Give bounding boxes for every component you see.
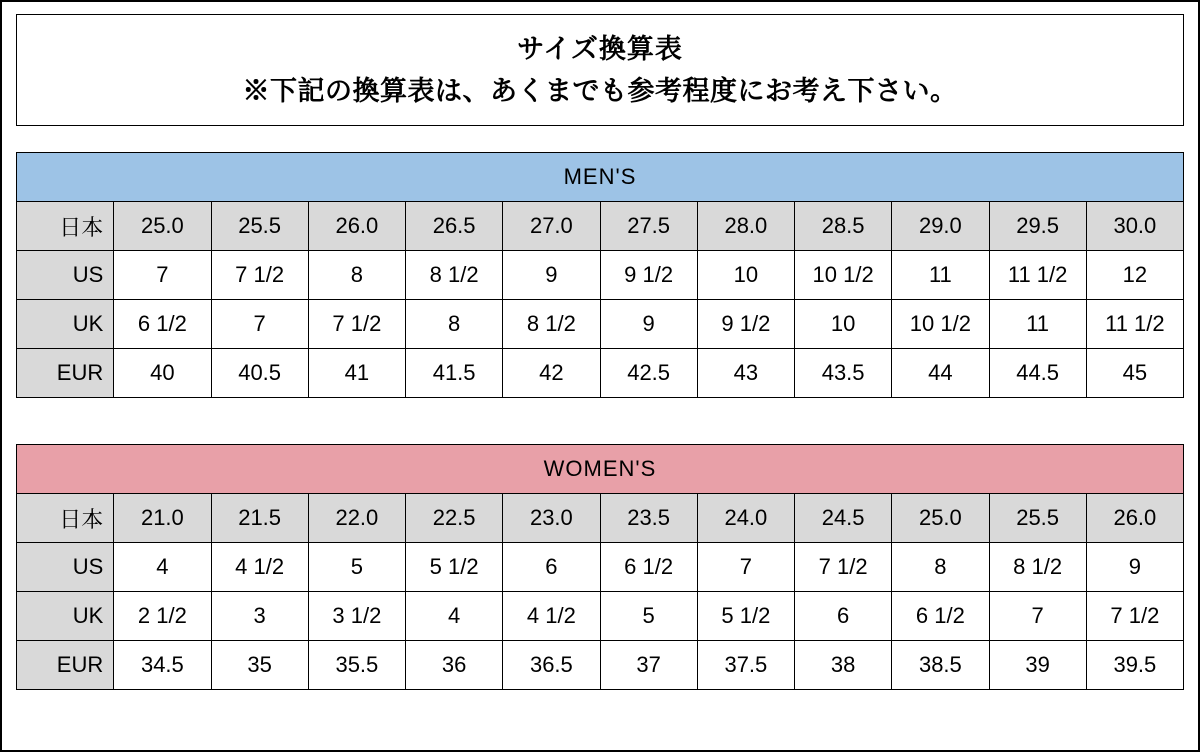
cell: 6 1/2 <box>114 300 211 349</box>
cell: 5 <box>600 592 697 641</box>
cell: 21.0 <box>114 494 211 543</box>
cell: 23.5 <box>600 494 697 543</box>
page-note: ※下記の換算表は、あくまでも参考程度にお考え下さい。 <box>242 76 958 106</box>
cell: 5 1/2 <box>697 592 794 641</box>
cell: 9 1/2 <box>600 251 697 300</box>
table-row <box>17 349 1184 398</box>
table-row <box>17 641 1184 690</box>
cell: 6 1/2 <box>892 592 989 641</box>
cell: 22.5 <box>406 494 503 543</box>
cell: 4 1/2 <box>211 543 308 592</box>
cell: 5 1/2 <box>406 543 503 592</box>
cell: 10 <box>697 251 794 300</box>
cell: 10 1/2 <box>892 300 989 349</box>
cell: 43.5 <box>795 349 892 398</box>
cell: 3 1/2 <box>308 592 405 641</box>
cell: 7 <box>114 251 211 300</box>
table-row <box>17 251 1184 300</box>
cell: 40.5 <box>211 349 308 398</box>
cell: 28.5 <box>795 202 892 251</box>
cell: 11 <box>892 251 989 300</box>
cell: 7 1/2 <box>308 300 405 349</box>
cell: 7 1/2 <box>211 251 308 300</box>
cell: 28.0 <box>697 202 794 251</box>
row-label-us: US <box>17 543 114 592</box>
cell: 25.5 <box>211 202 308 251</box>
cell: 26.0 <box>1086 494 1183 543</box>
row-label-eur: EUR <box>17 349 114 398</box>
cell: 9 <box>600 300 697 349</box>
cell: 44 <box>892 349 989 398</box>
cell: 25.0 <box>114 202 211 251</box>
cell: 41 <box>308 349 405 398</box>
table-row <box>17 494 1184 543</box>
cell: 2 1/2 <box>114 592 211 641</box>
cell: 44.5 <box>989 349 1086 398</box>
row-label-eur: EUR <box>17 641 114 690</box>
cell: 22.0 <box>308 494 405 543</box>
cell: 34.5 <box>114 641 211 690</box>
cell: 8 <box>892 543 989 592</box>
cell: 24.0 <box>697 494 794 543</box>
page-title: サイズ換算表 <box>517 33 683 64</box>
cell: 35 <box>211 641 308 690</box>
cell: 35.5 <box>308 641 405 690</box>
cell: 9 1/2 <box>697 300 794 349</box>
cell: 4 <box>114 543 211 592</box>
mens-size-table <box>16 152 1184 398</box>
cell: 40 <box>114 349 211 398</box>
row-label-uk: UK <box>17 592 114 641</box>
cell: 4 1/2 <box>503 592 600 641</box>
cell: 10 <box>795 300 892 349</box>
cell: 29.0 <box>892 202 989 251</box>
table-banner-row <box>17 153 1184 202</box>
cell: 45 <box>1086 349 1183 398</box>
table-banner-row <box>17 445 1184 494</box>
womens-table-wrapper <box>16 444 1184 690</box>
table-row <box>17 543 1184 592</box>
cell: 6 <box>795 592 892 641</box>
row-label-us: US <box>17 251 114 300</box>
cell: 38.5 <box>892 641 989 690</box>
cell: 5 <box>308 543 405 592</box>
mens-banner: MEN'S <box>17 153 1184 202</box>
cell: 7 <box>211 300 308 349</box>
cell: 8 <box>308 251 405 300</box>
table-row <box>17 300 1184 349</box>
cell: 7 <box>697 543 794 592</box>
cell: 37 <box>600 641 697 690</box>
cell: 38 <box>795 641 892 690</box>
cell: 11 1/2 <box>989 251 1086 300</box>
spacer-above-mens-table <box>2 126 1198 152</box>
cell: 29.5 <box>989 202 1086 251</box>
cell: 26.5 <box>406 202 503 251</box>
row-label-jp: 日本 <box>17 202 114 251</box>
cell: 8 <box>406 300 503 349</box>
cell: 30.0 <box>1086 202 1183 251</box>
row-label-uk: UK <box>17 300 114 349</box>
cell: 27.0 <box>503 202 600 251</box>
cell: 7 1/2 <box>1086 592 1183 641</box>
cell: 8 1/2 <box>503 300 600 349</box>
cell: 12 <box>1086 251 1183 300</box>
table-row <box>17 202 1184 251</box>
cell: 24.5 <box>795 494 892 543</box>
cell: 21.5 <box>211 494 308 543</box>
cell: 7 <box>989 592 1086 641</box>
cell: 3 <box>211 592 308 641</box>
cell: 7 1/2 <box>795 543 892 592</box>
mens-table-wrapper <box>16 152 1184 398</box>
cell: 10 1/2 <box>795 251 892 300</box>
row-label-jp: 日本 <box>17 494 114 543</box>
cell: 42 <box>503 349 600 398</box>
cell: 42.5 <box>600 349 697 398</box>
cell: 4 <box>406 592 503 641</box>
womens-size-table <box>16 444 1184 690</box>
cell: 8 1/2 <box>989 543 1086 592</box>
table-row <box>17 592 1184 641</box>
cell: 41.5 <box>406 349 503 398</box>
spacer-between-tables <box>2 398 1198 444</box>
cell: 26.0 <box>308 202 405 251</box>
womens-banner: WOMEN'S <box>17 445 1184 494</box>
cell: 11 <box>989 300 1086 349</box>
cell: 37.5 <box>697 641 794 690</box>
cell: 25.0 <box>892 494 989 543</box>
cell: 6 1/2 <box>600 543 697 592</box>
cell: 39 <box>989 641 1086 690</box>
cell: 36.5 <box>503 641 600 690</box>
cell: 8 1/2 <box>406 251 503 300</box>
cell: 6 <box>503 543 600 592</box>
title-block <box>16 14 1184 126</box>
cell: 27.5 <box>600 202 697 251</box>
cell: 39.5 <box>1086 641 1183 690</box>
cell: 25.5 <box>989 494 1086 543</box>
cell: 36 <box>406 641 503 690</box>
cell: 9 <box>1086 543 1183 592</box>
cell: 11 1/2 <box>1086 300 1183 349</box>
cell: 43 <box>697 349 794 398</box>
cell: 23.0 <box>503 494 600 543</box>
cell: 9 <box>503 251 600 300</box>
